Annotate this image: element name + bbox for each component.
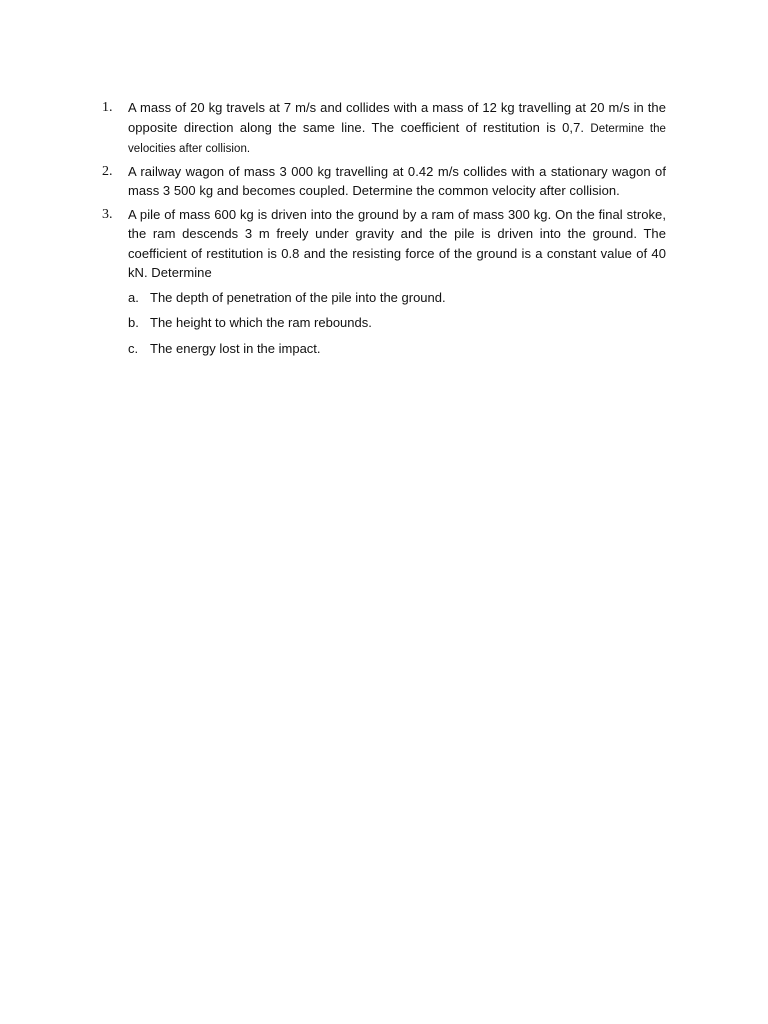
question-list [96, 98, 666, 364]
sub-question-b [128, 313, 666, 333]
sub-question-letter: c. [128, 340, 139, 356]
sub-question-c [128, 339, 666, 359]
question-text: A railway wagon of mass 3 000 kg travelling at 0.42 m/s collides with a stationary wagon of mass 3 500 kg and becomes coupled. Determine the common velocity after collision. [128, 163, 666, 198]
sub-question-text: The height to which the ram rebounds. [150, 315, 372, 330]
question-3 [96, 205, 666, 359]
sub-question-letter: a. [128, 289, 139, 305]
sub-question-a [128, 288, 666, 308]
question-text [128, 98, 666, 158]
question-text: A pile of mass 600 kg is driven into the ground by a ram of mass 300 kg. On the final stroke, the ram descends 3 m freely under gravity and the pile is driven into the ground. The coefficient of restitution is 0.8 and the resisting force of the ground is a constant value of 40 kN. Determine [128, 206, 666, 280]
sub-question-list [128, 288, 666, 359]
sub-question-text: The depth of penetration of the pile into the ground. [150, 289, 446, 305]
question-2 [96, 162, 666, 201]
question-number: 3. [102, 206, 113, 222]
sub-question-text: The energy lost in the impact. [150, 340, 321, 356]
question-1 [96, 98, 666, 158]
question-number: 2. [102, 163, 113, 179]
question-number: 1. [102, 100, 113, 115]
question-text-main: A mass of 20 kg travels at 7 m/s and collides with a mass of 12 kg travelling at 20 m/s in the opposite direction along the same line. The coefficient of restitution is 0,7. [128, 100, 666, 135]
question-text-tail: Determine the velocities after collision. [128, 122, 666, 155]
sub-question-letter: b. [128, 315, 139, 330]
